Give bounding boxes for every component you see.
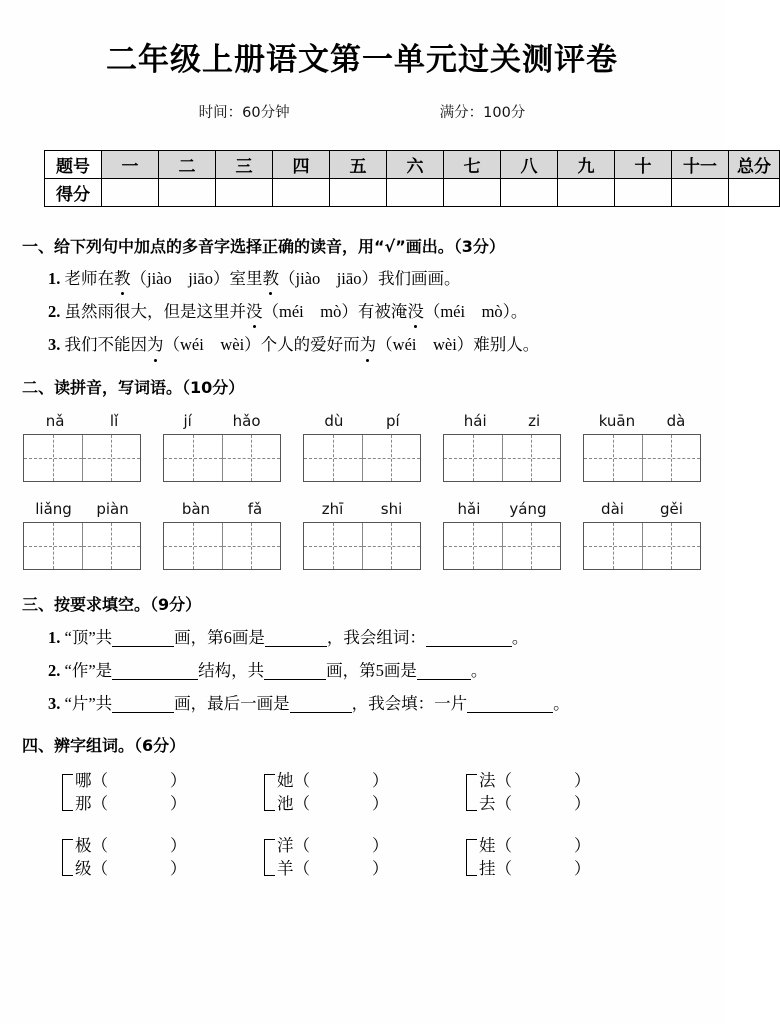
section-three bbox=[0, 592, 724, 713]
score-table bbox=[44, 150, 780, 207]
char-label: 她（ bbox=[277, 771, 310, 791]
pinyin-group bbox=[163, 412, 281, 482]
fill-blank[interactable] bbox=[264, 664, 326, 680]
writing-cell[interactable] bbox=[444, 435, 502, 481]
score-col-8: 八 bbox=[501, 151, 558, 179]
tianzige-box[interactable] bbox=[443, 434, 561, 482]
pinyin-syllable: lǐ bbox=[109, 411, 119, 430]
char-label: 法（ bbox=[479, 771, 512, 791]
brace-bracket bbox=[62, 839, 73, 876]
brace-bracket bbox=[264, 839, 275, 876]
score-col-5: 五 bbox=[330, 151, 387, 179]
writing-cell[interactable] bbox=[642, 435, 701, 481]
item-text-c: ，我会填：一片 bbox=[351, 693, 468, 713]
fill-blank[interactable] bbox=[112, 631, 174, 647]
paren-close: ） bbox=[574, 793, 591, 813]
char-label: 娃（ bbox=[479, 836, 512, 856]
paren-close: ） bbox=[170, 858, 187, 878]
paren-close: ） bbox=[574, 771, 591, 791]
score-col-1: 一 bbox=[102, 151, 159, 179]
tianzige-box[interactable] bbox=[443, 522, 561, 570]
brace-bracket bbox=[264, 774, 275, 811]
writing-cell[interactable] bbox=[164, 523, 222, 569]
pinyin-labels bbox=[583, 412, 701, 430]
brace-item-top[interactable] bbox=[479, 835, 591, 858]
item-number: 2. bbox=[48, 660, 61, 680]
score-cell-1[interactable] bbox=[102, 179, 159, 207]
brace-items bbox=[75, 770, 187, 815]
tianzige-box[interactable] bbox=[583, 434, 701, 482]
score-cell-total[interactable] bbox=[729, 179, 780, 207]
pinyin-group bbox=[303, 412, 421, 482]
pinyin-labels bbox=[163, 500, 281, 518]
writing-cell[interactable] bbox=[502, 523, 561, 569]
brace-group bbox=[264, 770, 466, 815]
pinyin-group bbox=[443, 500, 561, 570]
exam-meta bbox=[0, 101, 724, 122]
writing-cell[interactable] bbox=[222, 523, 281, 569]
writing-cell[interactable] bbox=[164, 435, 222, 481]
pinyin-group bbox=[23, 412, 141, 482]
pinyin-labels bbox=[583, 500, 701, 518]
item-text-a: 虽然雨很大，但是这里并 bbox=[64, 302, 246, 322]
section-two bbox=[0, 375, 724, 570]
dotted-char: 为 bbox=[147, 335, 164, 355]
score-table-wrapper bbox=[44, 150, 771, 207]
pinyin-labels bbox=[23, 500, 141, 518]
dotted-char: 教 bbox=[262, 269, 279, 289]
brace-bracket bbox=[62, 774, 73, 811]
brace-item-top[interactable] bbox=[479, 770, 591, 793]
item-text-b: （wéi wèi）个人的爱好而 bbox=[163, 335, 360, 355]
writing-cell[interactable] bbox=[362, 435, 421, 481]
pinyin-syllable: zhī bbox=[321, 499, 344, 518]
score-cell-4[interactable] bbox=[273, 179, 330, 207]
writing-cell[interactable] bbox=[362, 523, 421, 569]
pinyin-syllable: hái bbox=[463, 411, 487, 430]
writing-cell[interactable] bbox=[304, 523, 362, 569]
item-text-d: 。 bbox=[511, 627, 529, 647]
pinyin-group bbox=[443, 412, 561, 482]
score-cell-9[interactable] bbox=[558, 179, 615, 207]
pinyin-syllable: hǎo bbox=[232, 411, 261, 430]
score-col-2: 二 bbox=[159, 151, 216, 179]
fill-blank[interactable] bbox=[417, 664, 471, 680]
score-col-6: 六 bbox=[387, 151, 444, 179]
brace-items bbox=[277, 770, 389, 815]
pinyin-syllable: liǎng bbox=[35, 499, 72, 518]
section-four bbox=[0, 733, 724, 880]
writing-cell[interactable] bbox=[82, 435, 141, 481]
item-number: 2. bbox=[48, 302, 61, 322]
brace-group bbox=[466, 770, 668, 815]
tianzige-box[interactable] bbox=[23, 522, 141, 570]
score-cell-3[interactable] bbox=[216, 179, 273, 207]
pinyin-syllable: dù bbox=[324, 411, 344, 430]
dotted-char: 教 bbox=[114, 269, 131, 289]
item-number: 3. bbox=[48, 335, 61, 355]
pinyin-labels bbox=[303, 500, 421, 518]
brace-item-bottom[interactable] bbox=[277, 858, 389, 881]
tianzige-box[interactable] bbox=[163, 434, 281, 482]
writing-cell[interactable] bbox=[82, 523, 141, 569]
score-table-row-label-question: 题号 bbox=[45, 151, 102, 179]
tianzige-box[interactable] bbox=[23, 434, 141, 482]
brace-group bbox=[466, 835, 668, 880]
full-marks-label: 满分：100分 bbox=[439, 105, 526, 122]
pinyin-syllable: kuān bbox=[598, 411, 636, 430]
pinyin-group bbox=[163, 500, 281, 570]
fill-blank[interactable] bbox=[112, 664, 198, 680]
time-limit-label: 时间：60分钟 bbox=[198, 105, 290, 122]
fill-blank[interactable] bbox=[265, 631, 327, 647]
pinyin-row-2 bbox=[0, 500, 724, 570]
pinyin-syllable: piàn bbox=[96, 499, 129, 518]
tianzige-box[interactable] bbox=[163, 522, 281, 570]
pinyin-row-1 bbox=[0, 412, 724, 482]
item-text-b: 画，第6画是 bbox=[174, 627, 265, 647]
pinyin-syllable: hǎi bbox=[457, 499, 481, 518]
dotted-char: 没 bbox=[407, 302, 424, 322]
brace-item-top[interactable] bbox=[277, 770, 389, 793]
brace-items bbox=[277, 835, 389, 880]
section-four-heading: 四、辨字组词。（6分） bbox=[22, 736, 186, 756]
char-label: 洋（ bbox=[277, 836, 310, 856]
brace-item-bottom[interactable] bbox=[75, 858, 187, 881]
pinyin-labels bbox=[303, 412, 421, 430]
item-text-a: “作”是 bbox=[64, 660, 113, 680]
pinyin-group bbox=[583, 500, 701, 570]
section-one-heading: 一、给下列句中加点的多音字选择正确的读音，用“√”画出。（3分） bbox=[22, 237, 505, 257]
brace-group bbox=[62, 835, 264, 880]
char-label: 羊（ bbox=[277, 858, 310, 878]
dotted-char: 没 bbox=[246, 302, 263, 322]
char-label: 极（ bbox=[75, 836, 108, 856]
writing-cell[interactable] bbox=[24, 435, 82, 481]
brace-item-top[interactable] bbox=[277, 835, 389, 858]
score-cell-11[interactable] bbox=[672, 179, 729, 207]
score-col-4: 四 bbox=[273, 151, 330, 179]
pinyin-labels bbox=[163, 412, 281, 430]
score-cell-7[interactable] bbox=[444, 179, 501, 207]
paren-close: ） bbox=[372, 793, 389, 813]
tianzige-box[interactable] bbox=[583, 522, 701, 570]
paren-close: ） bbox=[574, 858, 591, 878]
brace-item-top[interactable] bbox=[75, 770, 187, 793]
section-three-item-2 bbox=[0, 662, 724, 680]
item-number: 1. bbox=[48, 269, 61, 289]
item-text-b: （méi mò）有被淹 bbox=[262, 302, 408, 322]
paren-close: ） bbox=[372, 858, 389, 878]
char-label: 级（ bbox=[75, 858, 108, 878]
pinyin-labels bbox=[443, 500, 561, 518]
item-text-d: 。 bbox=[553, 693, 570, 713]
char-label: 那（ bbox=[75, 793, 108, 813]
pinyin-syllable: jí bbox=[183, 411, 192, 430]
writing-cell[interactable] bbox=[24, 523, 82, 569]
item-text-b: 结构，共 bbox=[198, 660, 265, 680]
paren-close: ） bbox=[372, 836, 389, 856]
paren-close: ） bbox=[170, 771, 187, 791]
score-col-9: 九 bbox=[558, 151, 615, 179]
writing-cell[interactable] bbox=[304, 435, 362, 481]
brace-item-top[interactable] bbox=[75, 835, 187, 858]
pinyin-syllable: shi bbox=[380, 499, 403, 518]
brace-row-1 bbox=[0, 770, 724, 815]
char-label: 池（ bbox=[277, 793, 310, 813]
fill-blank[interactable] bbox=[290, 697, 352, 713]
brace-item-bottom[interactable] bbox=[75, 793, 187, 816]
pinyin-syllable: yáng bbox=[509, 499, 547, 518]
score-cell-2[interactable] bbox=[159, 179, 216, 207]
section-one-item-3 bbox=[0, 336, 724, 354]
char-label: 去（ bbox=[479, 793, 512, 813]
brace-items bbox=[75, 835, 187, 880]
item-text-c: 画，第5画是 bbox=[326, 660, 417, 680]
pinyin-group bbox=[583, 412, 701, 482]
pinyin-syllable: bàn bbox=[181, 499, 211, 518]
writing-cell[interactable] bbox=[222, 435, 281, 481]
brace-item-bottom[interactable] bbox=[277, 793, 389, 816]
section-one-item-2 bbox=[0, 303, 724, 321]
writing-cell[interactable] bbox=[584, 435, 642, 481]
brace-bracket bbox=[466, 839, 477, 876]
fill-blank[interactable] bbox=[467, 697, 553, 713]
pinyin-syllable: zi bbox=[528, 411, 541, 430]
score-table-row-label-score: 得分 bbox=[45, 179, 102, 207]
score-table-header-row bbox=[45, 151, 780, 179]
item-text-b: 画，最后一画是 bbox=[174, 693, 290, 713]
score-col-total: 总分 bbox=[729, 151, 780, 179]
brace-row-2 bbox=[0, 835, 724, 880]
item-text-a: “顶”共 bbox=[64, 627, 113, 647]
pinyin-group bbox=[23, 500, 141, 570]
paren-close: ） bbox=[170, 793, 187, 813]
item-text-c: （méi mò）。 bbox=[423, 302, 528, 322]
char-label: 哪（ bbox=[75, 771, 108, 791]
item-text-a: 老师在 bbox=[64, 269, 114, 289]
paren-close: ） bbox=[372, 771, 389, 791]
pinyin-group bbox=[303, 500, 421, 570]
section-one-item-1 bbox=[0, 270, 724, 288]
item-text-c: ，我会组词： bbox=[326, 627, 426, 647]
writing-cell[interactable] bbox=[584, 523, 642, 569]
item-text-c: （wéi wèi）难别人。 bbox=[376, 335, 540, 355]
item-number: 3. bbox=[48, 693, 61, 713]
paren-close: ） bbox=[574, 836, 591, 856]
writing-cell[interactable] bbox=[502, 435, 561, 481]
section-three-heading: 三、按要求填空。（9分） bbox=[22, 594, 202, 614]
score-col-7: 七 bbox=[444, 151, 501, 179]
tianzige-box[interactable] bbox=[303, 434, 421, 482]
item-text-a: “片”共 bbox=[64, 693, 113, 713]
score-col-10: 十 bbox=[615, 151, 672, 179]
brace-group bbox=[264, 835, 466, 880]
pinyin-syllable: pí bbox=[385, 411, 400, 430]
item-text-b: （jiào jiāo）室里 bbox=[130, 269, 263, 289]
pinyin-syllable: gěi bbox=[660, 499, 683, 518]
page-title: 二年级上册语文第一单元过关测评卷 bbox=[106, 42, 618, 78]
tianzige-box[interactable] bbox=[303, 522, 421, 570]
score-cell-8[interactable] bbox=[501, 179, 558, 207]
pinyin-labels bbox=[443, 412, 561, 430]
section-one bbox=[0, 234, 724, 354]
section-three-item-3 bbox=[0, 695, 724, 713]
pinyin-syllable: nǎ bbox=[45, 411, 65, 430]
pinyin-syllable: fǎ bbox=[247, 499, 263, 518]
item-text-c: （jiào jiāo）我们画画。 bbox=[278, 269, 461, 289]
score-cell-5[interactable] bbox=[330, 179, 387, 207]
section-three-item-1 bbox=[0, 629, 724, 647]
writing-cell[interactable] bbox=[642, 523, 701, 569]
fill-blank[interactable] bbox=[426, 631, 512, 647]
score-cell-6[interactable] bbox=[387, 179, 444, 207]
brace-bracket bbox=[466, 774, 477, 811]
section-two-heading: 二、读拼音，写词语。（10分） bbox=[22, 377, 245, 397]
score-cell-10[interactable] bbox=[615, 179, 672, 207]
score-col-11: 十一 bbox=[672, 151, 729, 179]
paren-close: ） bbox=[170, 836, 187, 856]
fill-blank[interactable] bbox=[112, 697, 174, 713]
item-number: 1. bbox=[48, 627, 61, 647]
score-table-value-row bbox=[45, 179, 780, 207]
brace-item-bottom[interactable] bbox=[479, 793, 591, 816]
pinyin-syllable: dài bbox=[601, 499, 624, 518]
brace-items bbox=[479, 835, 591, 880]
score-col-3: 三 bbox=[216, 151, 273, 179]
item-text-d: 。 bbox=[470, 660, 488, 680]
item-text-a: 我们不能因 bbox=[64, 335, 147, 355]
writing-cell[interactable] bbox=[444, 523, 502, 569]
pinyin-labels bbox=[23, 412, 141, 430]
dotted-char: 为 bbox=[359, 335, 377, 355]
brace-items bbox=[479, 770, 591, 815]
pinyin-syllable: dà bbox=[666, 411, 686, 430]
char-label: 挂（ bbox=[479, 858, 512, 878]
brace-item-bottom[interactable] bbox=[479, 858, 591, 881]
brace-group bbox=[62, 770, 264, 815]
